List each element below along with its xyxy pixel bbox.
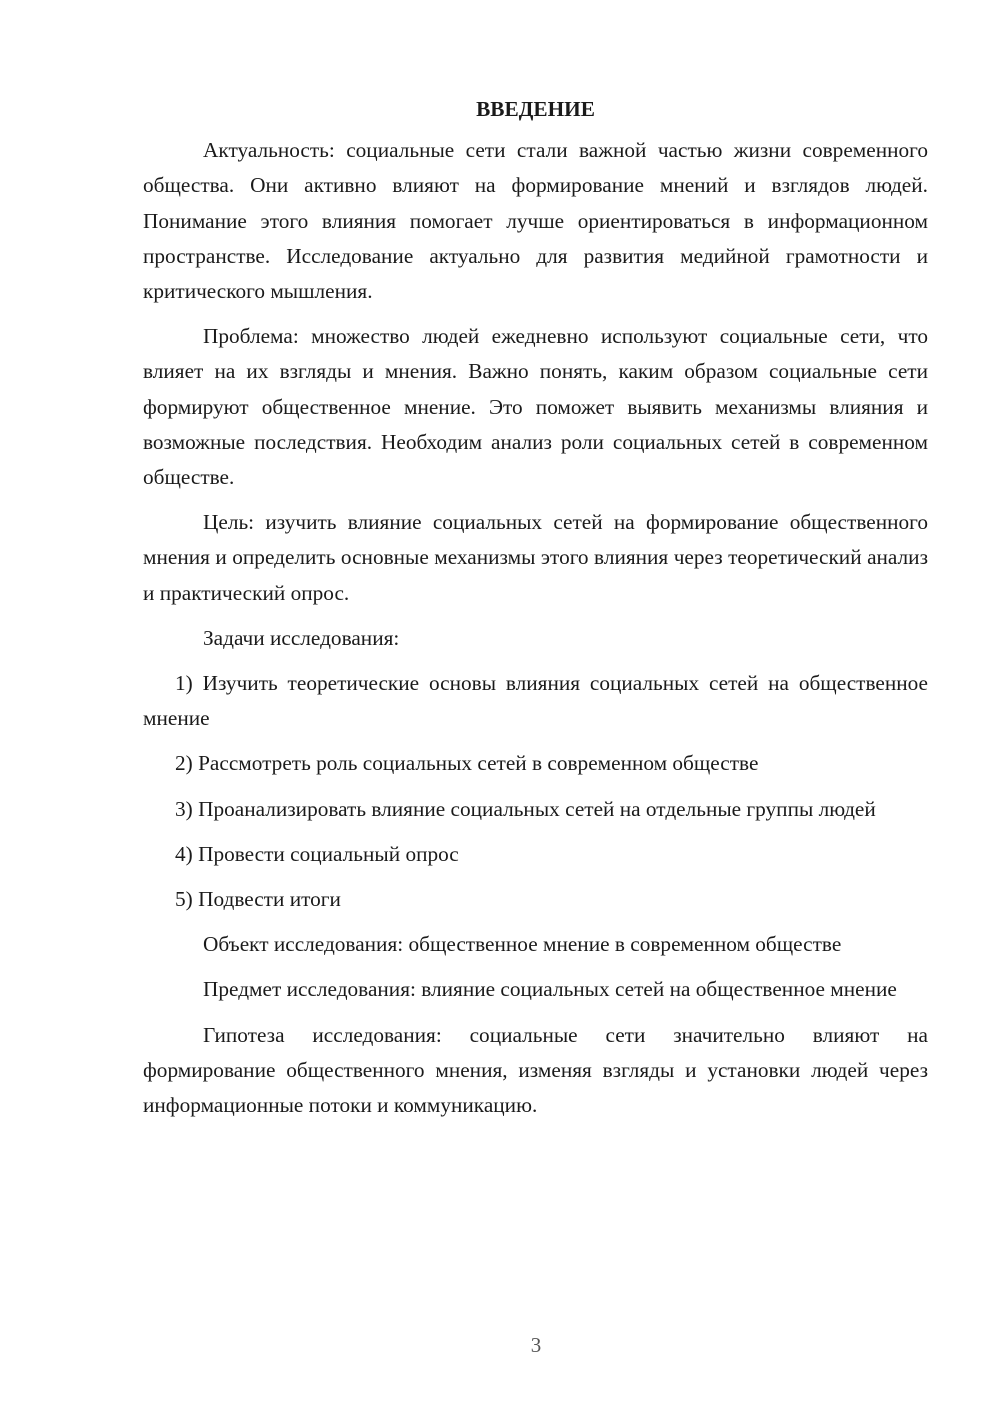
object-paragraph: Объект исследования: общественное мнение в современном обществе — [203, 932, 842, 957]
task-item-4: 4) Провести социальный опрос — [175, 841, 459, 866]
relevance-paragraph: Актуальность: социальные сети стали важной частью жизни современного общества. Они активно влияют на формирование мнений и взглядов людей. Понимание этого влияния помогает лучше ориентироваться в информационном пространстве. Исследование актуально для развития медийной грамотности и критического мышления. — [143, 138, 928, 304]
subject-paragraph: Предмет исследования: влияние социальных сетей на общественное мнение — [203, 977, 897, 1002]
goal-paragraph: Цель: изучить влияние социальных сетей на формирование общественного мнения и определить основные механизмы этого влияния через теоретический анализ и практический опрос. — [143, 510, 928, 605]
problem-paragraph: Проблема: множество людей ежедневно используют социальные сети, что влияет на их взгляды и мнения. Важно понять, каким образом социальные сети формируют общественное мнение. Это поможет выявить механизмы влияния и возможные последствия. Необходим анализ роли социальных сетей в современном обществе. — [143, 324, 928, 490]
tasks-heading: Задачи исследования: — [203, 625, 400, 650]
page-number: 3 — [530, 1333, 542, 1357]
document-page — [143, 92, 928, 1133]
task-item-1: 1) Изучить теоретические основы влияния социальных сетей на общественное мнение — [143, 671, 928, 731]
task-item-2: 2) Рассмотреть роль социальных сетей в современном обществе — [175, 751, 759, 776]
hypothesis-paragraph: Гипотеза исследования: социальные сети значительно влияют на формирование общественного мнения, изменяя взгляды и установки людей через информационные потоки и коммуникацию. — [143, 1022, 928, 1118]
page-title: ВВЕДЕНИЕ — [476, 97, 595, 121]
task-item-5: 5) Подвести итоги — [175, 887, 341, 912]
task-item-3: 3) Проанализировать влияние социальных сетей на отдельные группы людей — [175, 796, 876, 821]
